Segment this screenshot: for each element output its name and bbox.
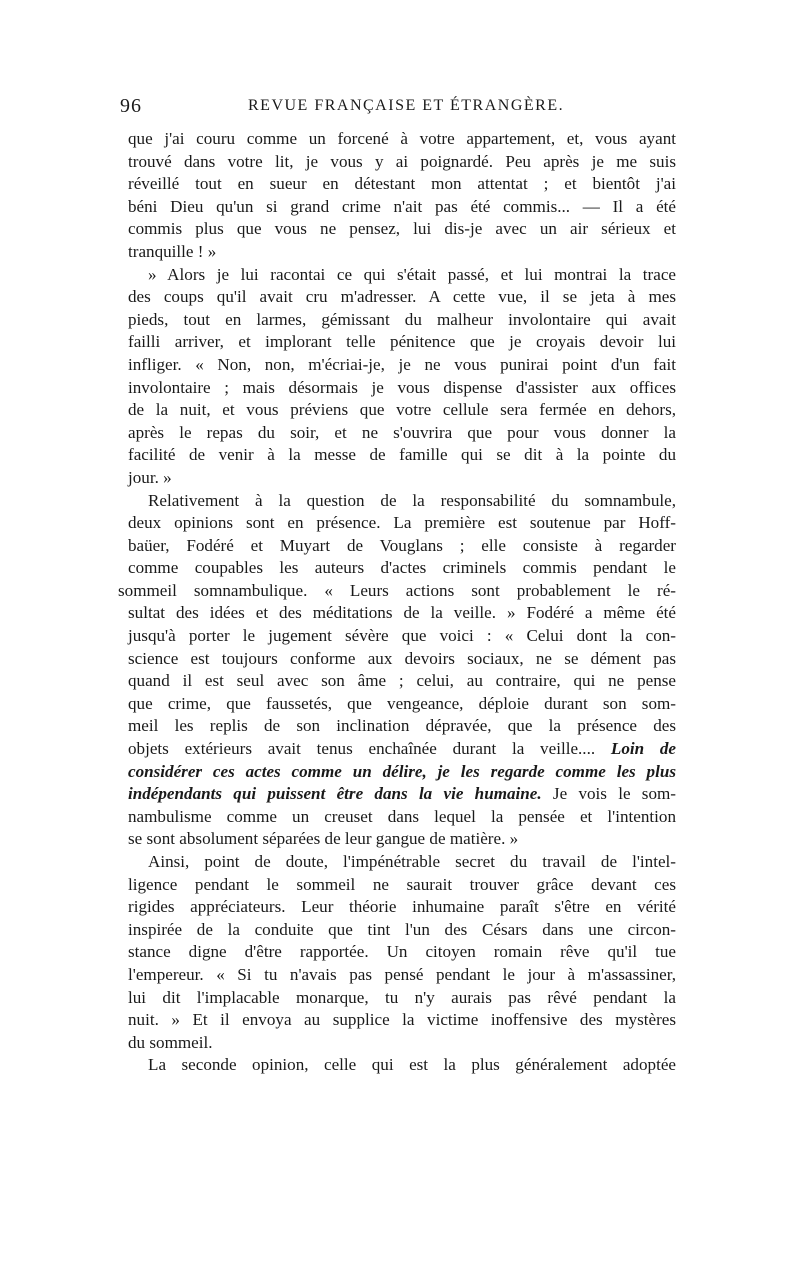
text-line: science est toujours conforme aux devoirs sociaux, ne se dément pas bbox=[128, 648, 676, 668]
text-line: objets extérieurs avait tenus enchaînée durant la veille.... Loin de bbox=[128, 739, 676, 759]
text-line: failli arriver, et implorant telle pénitence que je croyais devoir lui bbox=[128, 332, 676, 352]
text-line: rigides appréciateurs. Leur théorie inhumaine paraît s'être en vérité bbox=[128, 897, 676, 917]
text-line: jour. » bbox=[128, 467, 172, 487]
text-line: inspirée de la conduite que tint l'un des Césars dans une circon- bbox=[128, 919, 676, 939]
text-line: l'empereur. « Si tu n'avais pas pensé pendant le jour à m'assassiner, bbox=[128, 964, 676, 984]
text-line: réveillé tout en sueur en détestant mon attentat ; et bientôt j'ai bbox=[128, 174, 676, 194]
text-line: stance digne d'être rapportée. Un citoyen romain rêve qu'il tue bbox=[128, 942, 676, 962]
text-line: béni Dieu qu'un si grand crime n'ait pas été commis... — Il a été bbox=[128, 196, 676, 216]
text-line: involontaire ; mais désormais je vous dispense d'assister aux offices bbox=[128, 377, 676, 397]
text-line: pieds, tout en larmes, gémissant du malheur involontaire qui avait bbox=[128, 309, 676, 329]
text-line: trouvé dans votre lit, je vous y ai poignardé. Peu après je me suis bbox=[128, 151, 676, 171]
page-number: 96 bbox=[120, 95, 142, 117]
text-line: lui dit l'implacable monarque, tu n'y aurais pas rêvé pendant la bbox=[128, 987, 676, 1007]
text-line: sultat des idées et des méditations de la veille. » Fodéré a même été bbox=[128, 603, 676, 623]
text-line: commis plus que vous ne pensez, lui dis-je avec un air sérieux et bbox=[128, 219, 676, 239]
text-line: meil les replis de son inclination dépravée, que la présence des bbox=[128, 716, 676, 736]
text-line: sommeil somnambulique. « Leurs actions sont probablement le ré- bbox=[118, 580, 676, 600]
text-line: que j'ai couru comme un forcené à votre appartement, et, vous ayant bbox=[128, 129, 676, 148]
journal-title: REVUE FRANÇAISE ET ÉTRANGÈRE. bbox=[248, 97, 565, 114]
text-line: quand il est seul avec son âme ; celui, au contraire, qui ne pense bbox=[128, 671, 676, 691]
text-line: indépendants qui puissent être dans la vie humaine. Je vois le som- bbox=[128, 784, 676, 804]
text-line: du sommeil. bbox=[128, 1032, 213, 1052]
text-line: » Alors je lui racontai ce qui s'était passé, et lui montrai la trace bbox=[148, 264, 676, 284]
text-line: des coups qu'il avait cru m'adresser. A cette vue, il se jeta à mes bbox=[128, 287, 676, 307]
text-line: Relativement à la question de la responsabilité du somnambule, bbox=[148, 490, 676, 510]
text-line: deux opinions sont en présence. La première est soutenue par Hoff- bbox=[128, 513, 676, 533]
running-head bbox=[120, 95, 680, 125]
text-line: que crime, que faussetés, que vengeance, déploie durant son som- bbox=[128, 693, 676, 713]
text-line: ligence pendant le sommeil ne saurait trouver grâce devant ces bbox=[128, 874, 676, 894]
text-line: infliger. « Non, non, m'écriai-je, je ne vous punirai point d'un fait bbox=[128, 354, 676, 374]
text-line: se sont absolument séparées de leur gangue de matière. » bbox=[128, 829, 519, 849]
body-text bbox=[118, 128, 676, 1077]
text-line: tranquille ! » bbox=[128, 241, 217, 261]
text-line: jusqu'à porter le jugement sévère que voici : « Celui dont la con- bbox=[128, 626, 676, 646]
text-line: comme coupables les auteurs d'actes criminels commis pendant le bbox=[128, 558, 676, 578]
text-line: après le repas du soir, et ne s'ouvrira que pour vous donner la bbox=[128, 422, 676, 442]
text-line: Ainsi, point de doute, l'impénétrable secret du travail de l'intel- bbox=[148, 852, 676, 871]
text-line: de la nuit, et vous préviens que votre cellule sera fermée en dehors, bbox=[128, 400, 676, 420]
text-line: baüer, Fodéré et Muyart de Vouglans ; elle consiste à regarder bbox=[128, 535, 676, 555]
text-line: considérer ces actes comme un délire, je les regarde comme les plus bbox=[128, 761, 676, 781]
text-line: nuit. » Et il envoya au supplice la victime inoffensive des mystères bbox=[128, 1010, 676, 1030]
text-line: La seconde opinion, celle qui est la plus généralement adoptée bbox=[148, 1055, 676, 1075]
text-line: facilité de venir à la messe de famille qui se dit à la pointe du bbox=[128, 445, 676, 465]
text-line: nambulisme comme un creuset dans lequel la pensée et l'intention bbox=[128, 806, 676, 826]
